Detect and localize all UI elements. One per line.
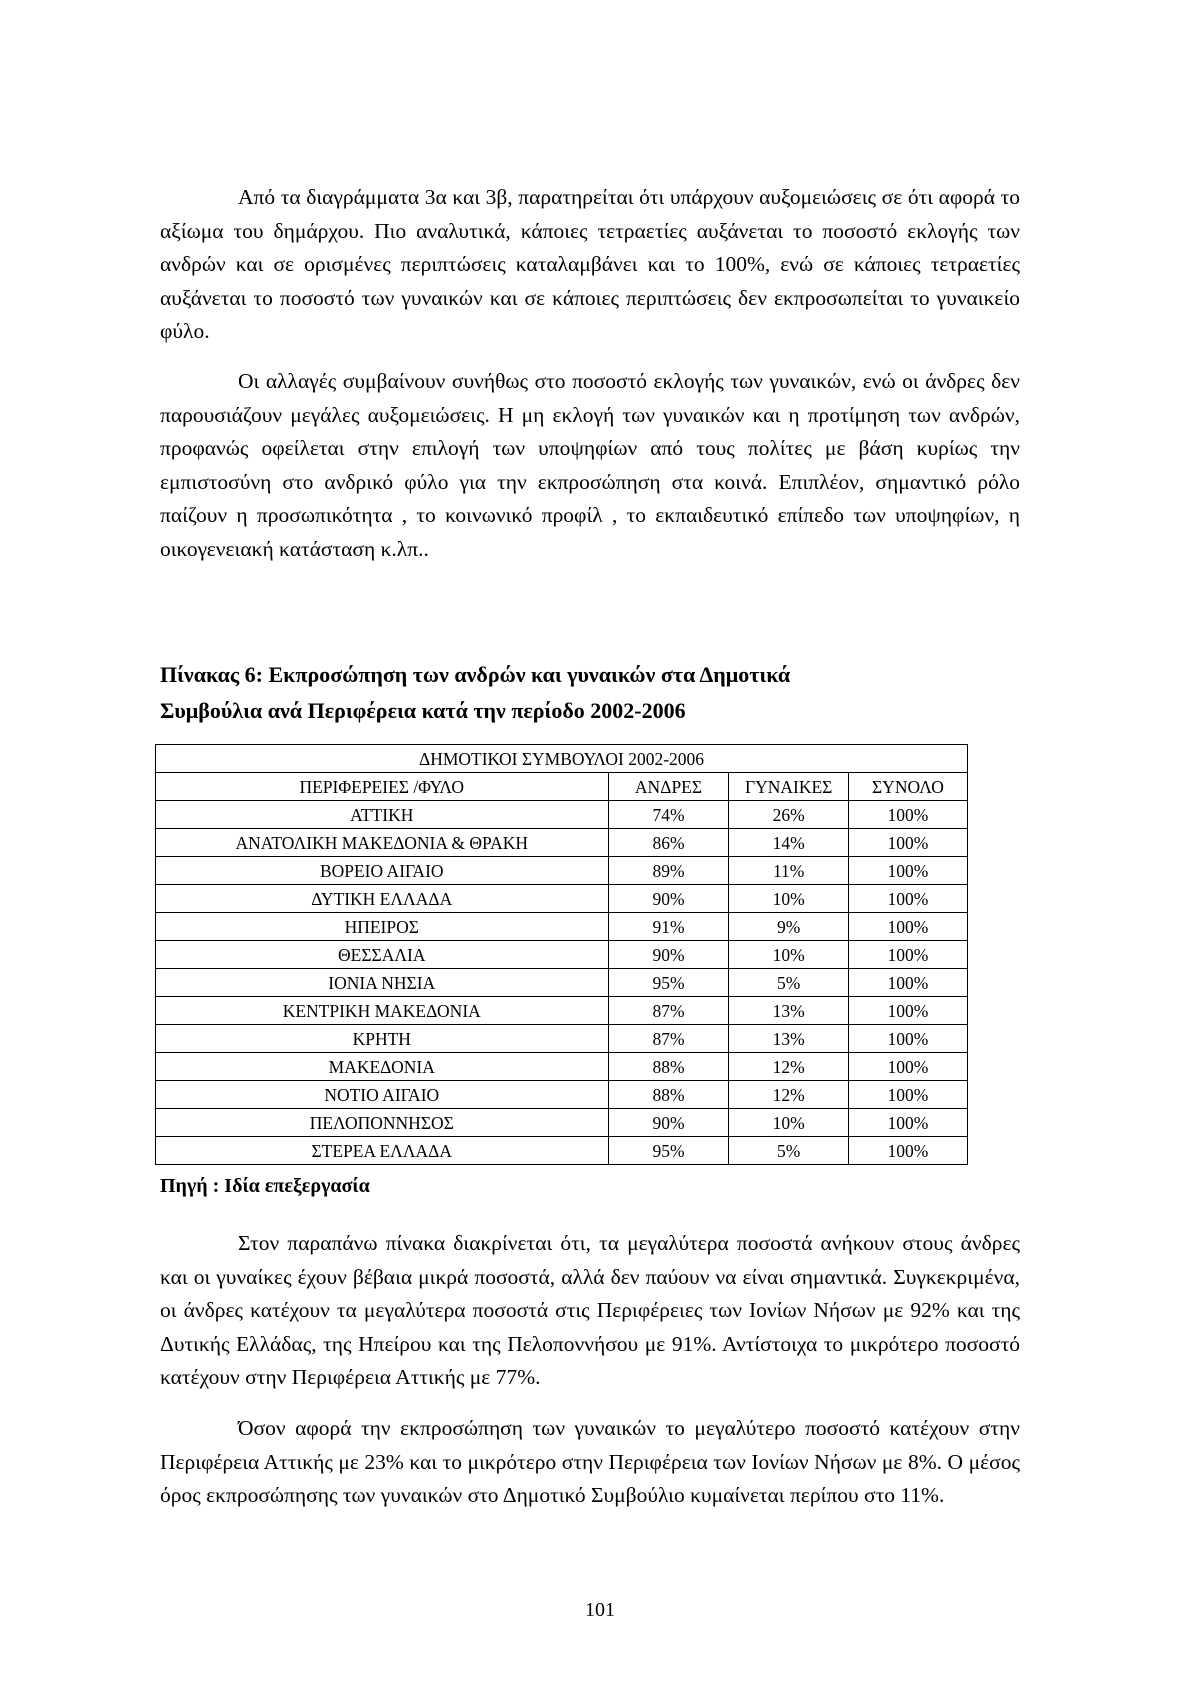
cell-women: 5% [729,1137,848,1165]
cell-region: ΔΥΤΙΚΗ ΕΛΛΑΔΑ [156,885,609,913]
cell-women: 9% [729,913,848,941]
cell-men: 86% [608,829,729,857]
cell-total: 100% [848,1081,967,1109]
cell-total: 100% [848,969,967,997]
table-row [156,1025,968,1053]
header-regions-gender: ΠΕΡΙΦΕΡΕΙΕΣ /ΦΥΛΟ [156,773,609,801]
cell-total: 100% [848,885,967,913]
table-caption-line-2: Συμβούλια ανά Περιφέρεια κατά την περίοδο 2002-2006 [160,698,686,723]
cell-men: 88% [608,1081,729,1109]
cell-region: ΣΤΕΡΕΑ ΕΛΛΑΔΑ [156,1137,609,1165]
cell-total: 100% [848,1053,967,1081]
table-row [156,941,968,969]
table-row [156,1109,968,1137]
paragraph-women-representation: Όσον αφορά την εκπροσώπηση των γυναικών το μεγαλύτερο ποσοστό κατέχουν στην Περιφέρεια Αττικής με 23% και το μικρότερο στην Περιφέρεια των Ιονίων Νήσων με 8%. Ο μέσος όρος εκπροσώπησης των γυναικών στο Δημοτικό Συμβούλιο κυμαίνεται περίπου στο 11%. [160,1416,1020,1508]
header-women: ΓΥΝΑΙΚΕΣ [729,773,848,801]
cell-total: 100% [848,913,967,941]
cell-total: 100% [848,1109,967,1137]
table-row [156,801,968,829]
cell-women: 11% [729,857,848,885]
cell-total: 100% [848,997,967,1025]
cell-women: 26% [729,801,848,829]
cell-women: 13% [729,1025,848,1053]
cell-women: 12% [729,1053,848,1081]
table-row [156,997,968,1025]
cell-total: 100% [848,941,967,969]
paragraph-mayor-fluctuations: Από τα διαγράμματα 3α και 3β, παρατηρείται ότι υπάρχουν αυξομειώσεις σε ότι αφορά το αξίωμα του δημάρχου. Πιο αναλυτικά, κάποιες τετραετίες αυξάνεται το ποσοστό εκλογής των ανδρών και σε ορισμένες περιπτώσεις καταλαμβάνει και το 100%, ενώ σε κάποιες τετραετίες αυξάνεται το ποσοστό των γυναικών και σε κάποιες περιπτώσεις δεν εκπροσωπείται το γυναικείο φύλο. [160,185,1020,344]
cell-women: 14% [729,829,848,857]
header-men: ΑΝΔΡΕΣ [608,773,729,801]
table-source: Πηγή : Ιδία επεξεργασία [160,1175,370,1197]
cell-men: 88% [608,1053,729,1081]
table-row [156,969,968,997]
cell-region: ΑΤΤΙΚΗ [156,801,609,829]
table-row [156,1053,968,1081]
cell-region: ΘΕΣΣΑΛΙΑ [156,941,609,969]
table-title-row [156,745,968,773]
cell-men: 90% [608,1109,729,1137]
cell-total: 100% [848,1137,967,1165]
cell-total: 100% [848,829,967,857]
cell-men: 95% [608,969,729,997]
cell-women: 10% [729,941,848,969]
paragraph-women-election-changes: Οι αλλαγές συμβαίνουν συνήθως στο ποσοστό εκλογής των γυναικών, ενώ οι άνδρες δεν παρουσιάζουν μεγάλες αυξομειώσεις. Η μη εκλογή των γυναικών και η προτίμηση των ανδρών, προφανώς οφείλεται στην επιλογή των υποψηφίων από τους πολίτες με βάση κυρίως την εμπιστοσύνη στο ανδρικό φύλο για την εκπροσώπηση στα κοινά. Επιπλέον, σημαντικό ρόλο παίζουν η προσωπικότητα , το κοινωνικό προφίλ , το εκπαιδευτικό επίπεδο των υποψηφίων, η οικογενειακή κατάσταση κ.λπ.. [160,369,1020,561]
cell-total: 100% [848,1025,967,1053]
cell-men: 89% [608,857,729,885]
table-row [156,1081,968,1109]
page-number: 101 [585,1599,615,1621]
table-row [156,1137,968,1165]
cell-region: ΒΟΡΕΙΟ ΑΙΓΑΙΟ [156,857,609,885]
municipal-councils-table [155,744,968,1165]
cell-men: 95% [608,1137,729,1165]
cell-women: 10% [729,1109,848,1137]
table-caption-line-1: Πίνακας 6: Εκπροσώπηση των ανδρών και γυναικών στα Δημοτικά [160,662,791,687]
table-row [156,885,968,913]
table-row [156,857,968,885]
cell-region: ΜΑΚΕΔΟΝΙΑ [156,1053,609,1081]
cell-men: 90% [608,941,729,969]
table-row [156,913,968,941]
cell-total: 100% [848,857,967,885]
paragraph-men-percentages: Στον παραπάνω πίνακα διακρίνεται ότι, τα μεγαλύτερα ποσοστά ανήκουν στους άνδρες και οι γυναίκες έχουν βέβαια μικρά ποσοστά, αλλά δεν παύουν να είναι σημαντικά. Συγκεκριμένα, οι άνδρες κατέχουν τα μεγαλύτερα ποσοστά στις Περιφέρειες των Ιονίων Νήσων με 92% και της Δυτικής Ελλάδας, της Ηπείρου και της Πελοποννήσου με 91%. Αντίστοιχα το μικρότερο ποσοστό κατέχουν στην Περιφέρεια Αττικής με 77%. [160,1231,1020,1390]
table-title: ΔΗΜΟΤΙΚΟΙ ΣΥΜΒΟΥΛΟΙ 2002-2006 [156,745,968,773]
cell-region: ΑΝΑΤΟΛΙΚΗ ΜΑΚΕΔΟΝΙΑ & ΘΡΑΚΗ [156,829,609,857]
table-header-row [156,773,968,801]
cell-region: ΠΕΛΟΠΟΝΝΗΣΟΣ [156,1109,609,1137]
cell-men: 87% [608,1025,729,1053]
cell-region: ΗΠΕΙΡΟΣ [156,913,609,941]
cell-women: 10% [729,885,848,913]
cell-region: ΙΟΝΙΑ ΝΗΣΙΑ [156,969,609,997]
table-row [156,829,968,857]
cell-women: 12% [729,1081,848,1109]
cell-total: 100% [848,801,967,829]
cell-men: 91% [608,913,729,941]
cell-women: 13% [729,997,848,1025]
cell-men: 90% [608,885,729,913]
table-caption [160,657,1024,729]
cell-men: 74% [608,801,729,829]
cell-women: 5% [729,969,848,997]
header-total: ΣΥΝΟΛΟ [848,773,967,801]
cell-men: 87% [608,997,729,1025]
cell-region: ΚΡΗΤΗ [156,1025,609,1053]
cell-region: ΚΕΝΤΡΙΚΗ ΜΑΚΕΔΟΝΙΑ [156,997,609,1025]
cell-region: ΝΟΤΙΟ ΑΙΓΑΙΟ [156,1081,609,1109]
